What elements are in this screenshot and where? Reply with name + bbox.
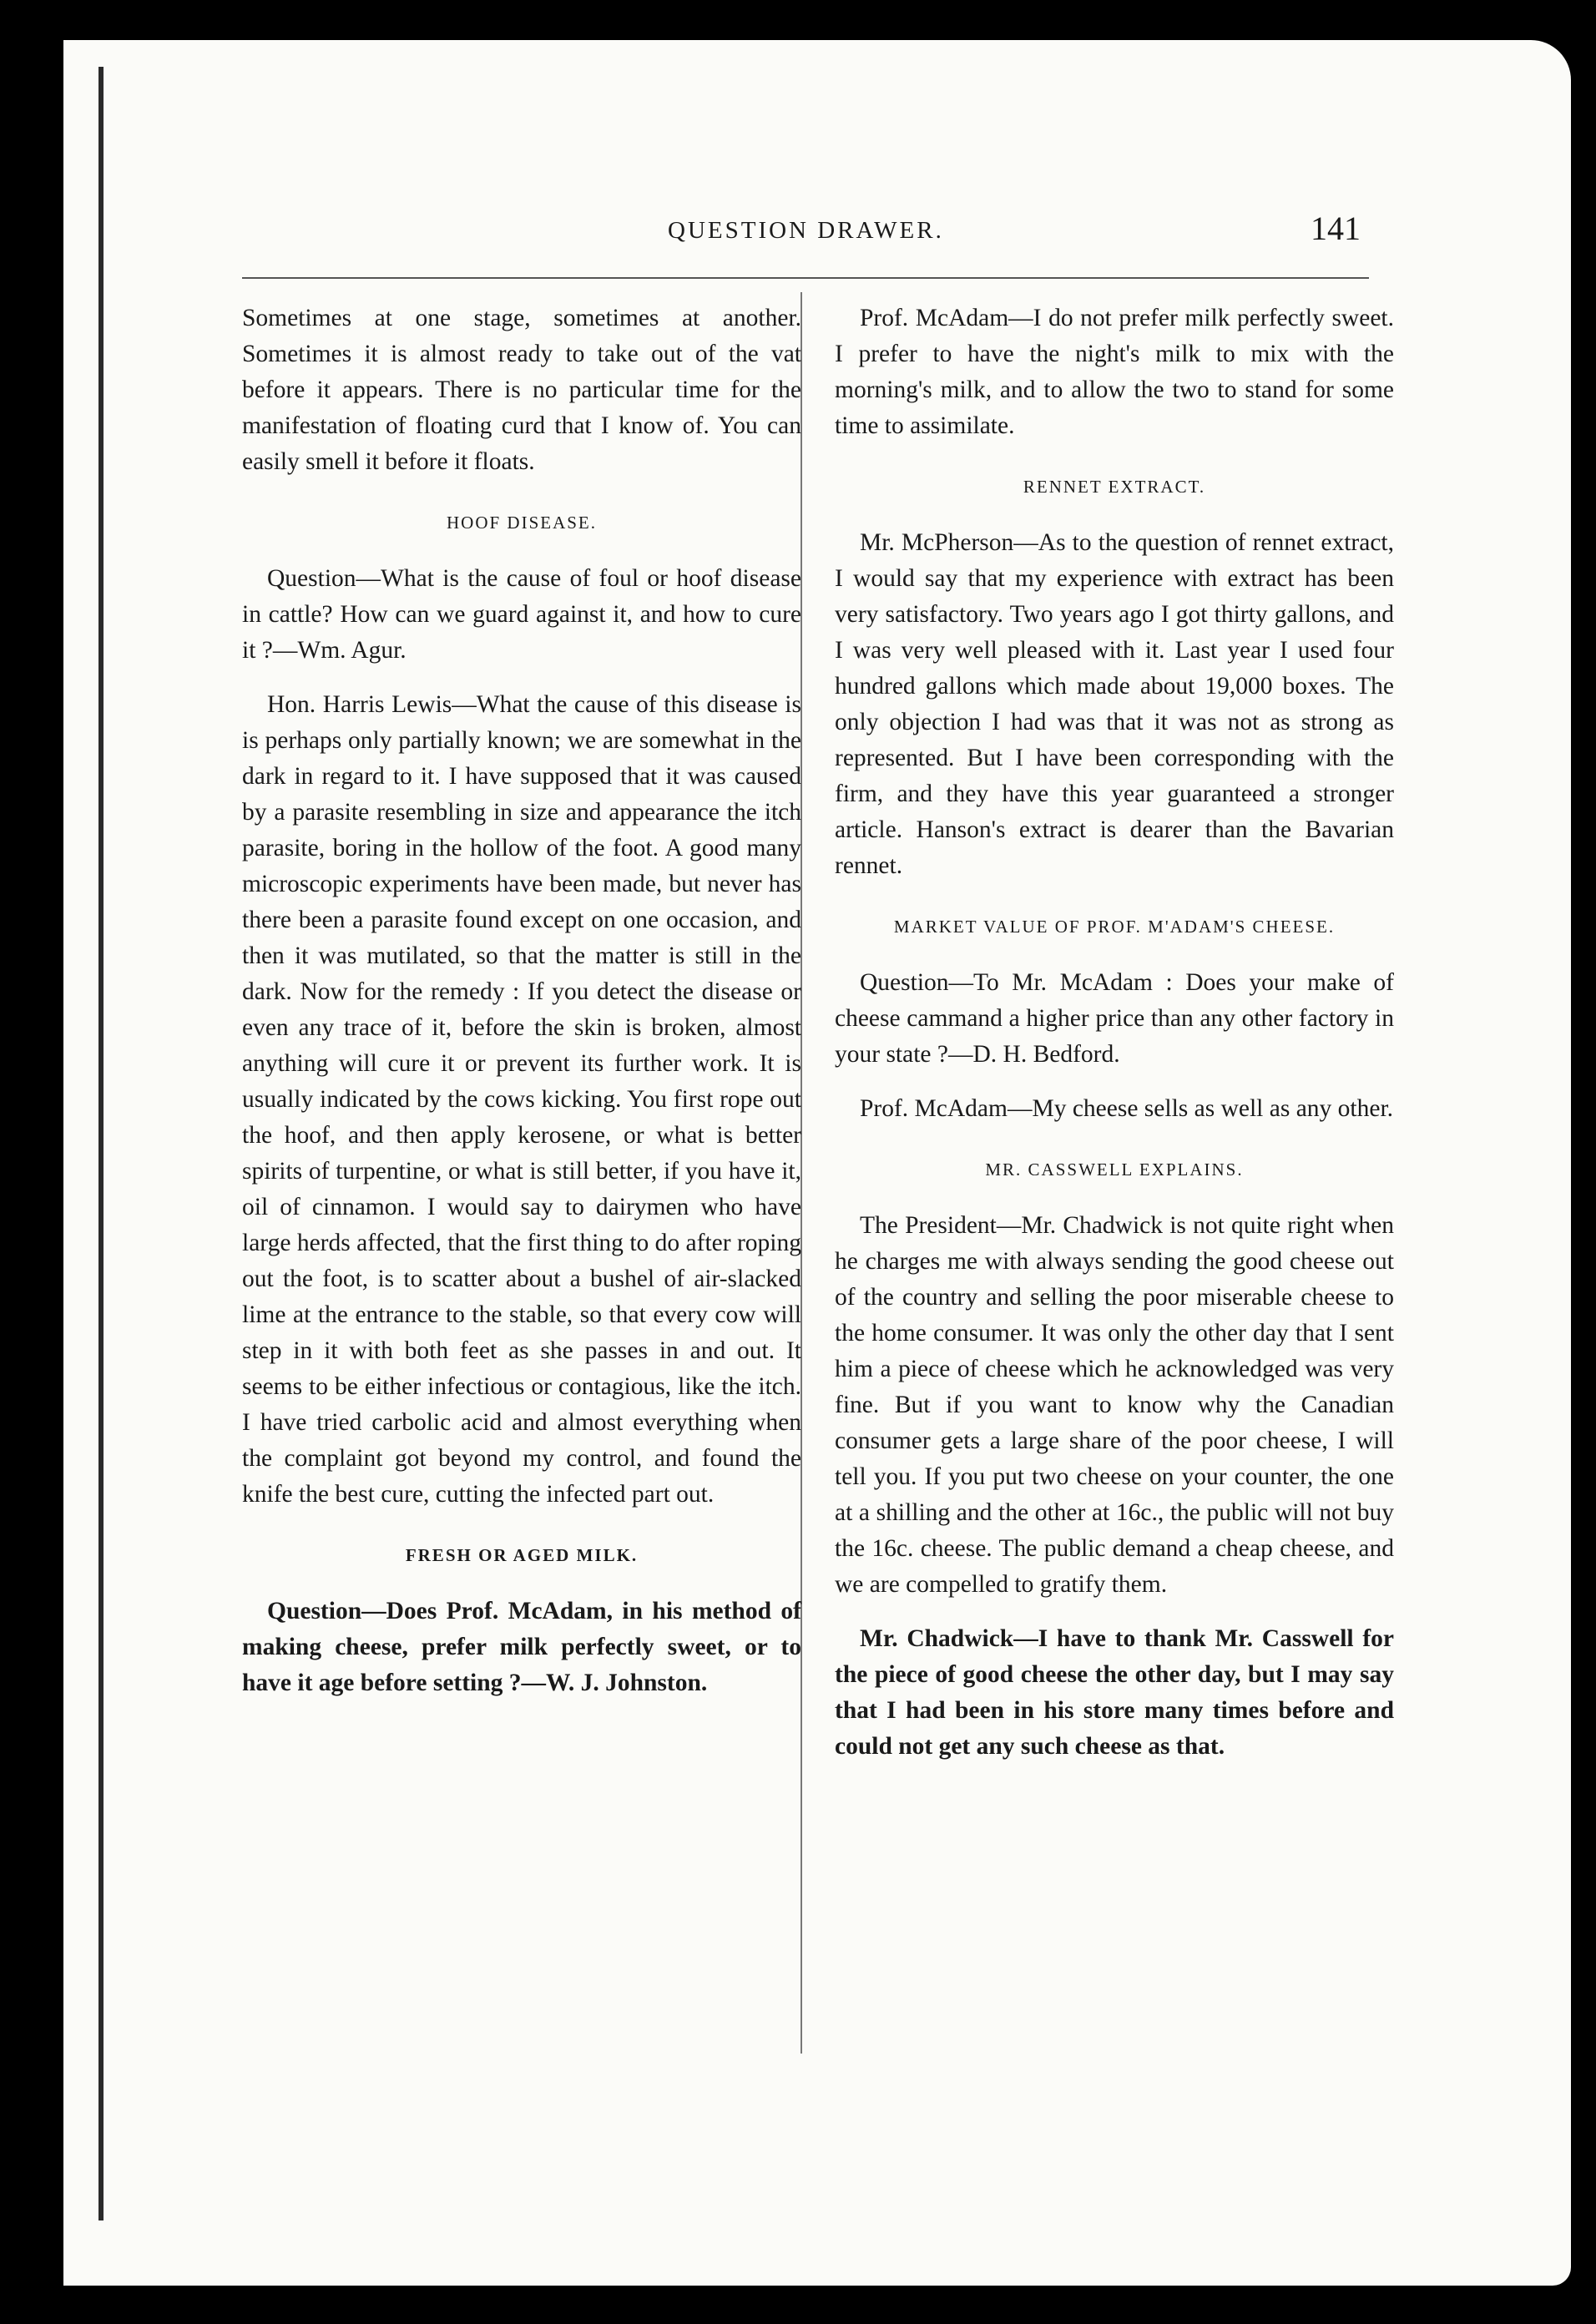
paragraph: Hon. Harris Lewis—What the cause of this disease is is perhaps only partially known; we are somewhat in the dark in regard to it. I have supposed that it was caused by a parasite resembling in size and appearance the itch parasite, boring in the hollow of the foot. A good many microscopic experiments have been made, but never has there been a parasite found except on one occasion, and then it was mutilated, so that the matter is still in the dark. Now for the remedy : If you detect the disease or even any trace of it, before the skin is broken, almost anything will cure it or prevent its further work. It is usually indicated by the cows kicking. You first rope out the hoof, and then apply kerosene, or what is better spirits of turpentine, or what is still better, if you have it, oil of cinnamon. I would say to dairymen who have large herds affected, that the first thing to do after roping out the foot, is to scatter about a bushel of air-slacked lime at the entrance to the stable, so that every cow will step in it with both feet as she passes in and out. It seems to be either infectious or contagious, like the itch. I have tried carbolic acid and almost everything when the complaint got beyond my control, and found the knife the best cure, cutting the infected part out. [242,691,801,1508]
section-heading: FRESH OR AGED MILK. [405,1545,639,1565]
page-header [250,209,1361,267]
paragraph: Prof. McAdam—My cheese sells as well as any other. [860,1095,1394,1122]
paragraph: Mr. Chadwick—I have to thank Mr. Casswell for the piece of good cheese the other day, but I may say that I had been in his store many times before and could not get any such cheese as that. [835,1625,1394,1760]
section-heading: MR. CASSWELL EXPLAINS. [985,1159,1244,1180]
section-heading: HOOF DISEASE. [446,513,597,533]
paragraph: Question—What is the cause of foul or hoof disease in cattle? How can we guard against it, and how to cure it ?—Wm. Agur. [242,565,801,664]
paragraph: Question—Does Prof. McAdam, in his method of making cheese, prefer milk perfectly sweet, or to have it age before setting ?—W. J. Johnston. [242,1598,801,1696]
paragraph: The President—Mr. Chadwick is not quite right when he charges me with always sending the good cheese out of the country and selling the poor miserable cheese to the home consumer. It was only the other day that I sent him a piece of cheese which he acknowledged was very fine. But if you want to know why the Canadian consumer gets a large share of the poor cheese, I will tell you. If you put two cheese on your counter, the one at a shilling and the other at 16c., the public will not buy the 16c. cheese. The public demand a cheap cheese, and we are compelled to gratify them. [835,1212,1394,1598]
right-column [835,301,1394,1783]
paragraph: Prof. McAdam—I do not prefer milk perfectly sweet. I prefer to have the night's milk to mix with the morning's milk, and to allow the two to stand for some time to assimilate. [835,305,1394,439]
header-rule [242,277,1369,279]
paragraph: Question—To Mr. McAdam : Does your make of cheese cammand a higher price than any other factory in your state ?—D. H. Bedford. [835,969,1394,1068]
page-number: 141 [1311,210,1361,247]
section-heading: MARKET VALUE OF PROF. M'ADAM'S CHEESE. [893,917,1336,937]
running-title: QUESTION DRAWER. [668,217,944,244]
binding-stitch-line [98,67,104,2220]
paragraph: Sometimes at one stage, sometimes at another. Sometimes it is almost ready to take out of the vat before it appears. There is no particular time for the manifestation of floating curd that I know of. You can easily smell it before it floats. [242,305,801,475]
paragraph: Mr. McPherson—As to the question of rennet extract, I would say that my experience with extract has been very satisfactory. Two years ago I got thirty gallons, and I was very well pleased with it. Last year I used four hundred gallons which made about 19,000 boxes. The only objection I had was that it was not as strong as represented. But I have been corresponding with the firm, and they have this year guaranteed a stronger article. Hanson's extract is dearer than the Bavarian rennet. [835,529,1394,879]
section-heading: RENNET EXTRACT. [1023,477,1206,497]
left-column [242,301,801,1720]
